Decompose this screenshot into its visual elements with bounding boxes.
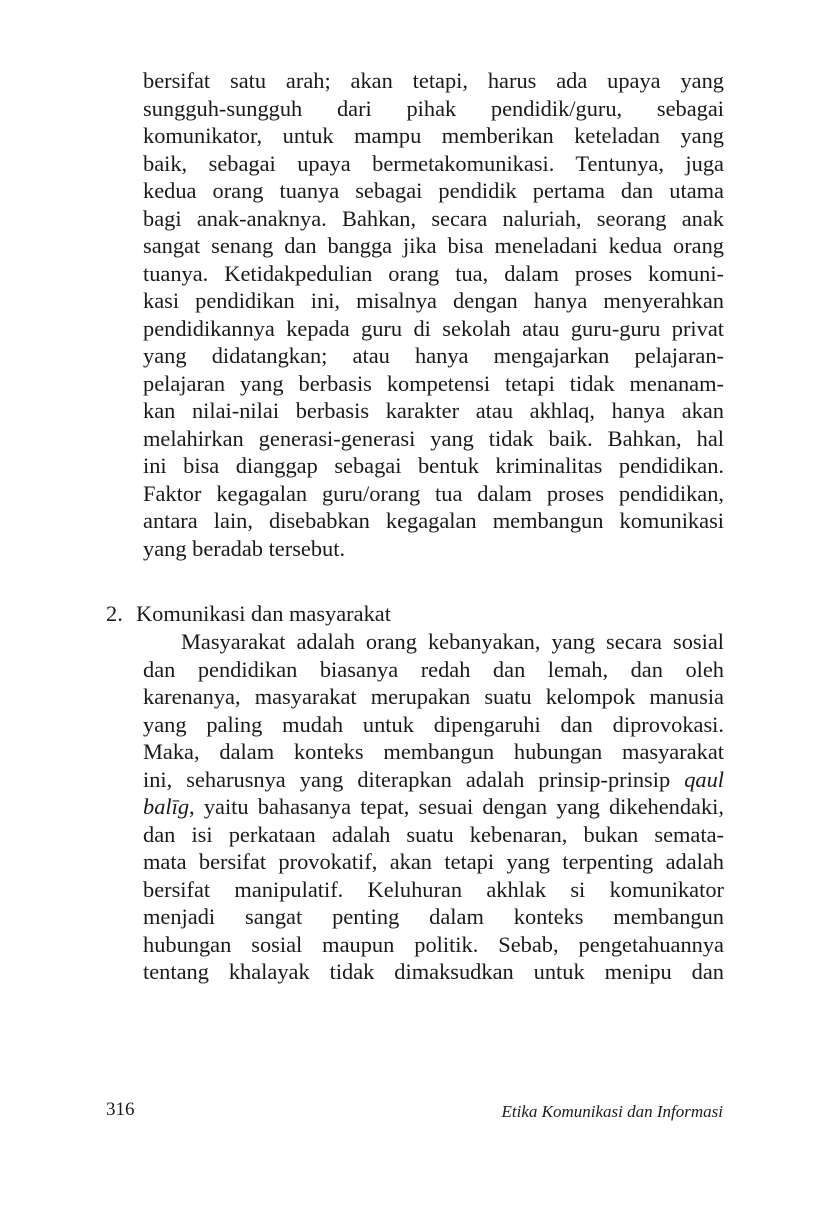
section-number: 2.	[106, 601, 123, 626]
text-line: sangat senang dan bangga jika bisa meneladani kedua orang	[143, 233, 724, 258]
text-line: Maka, dalam konteks membangun hubungan masyarakat	[143, 739, 724, 764]
text-line: menjadi sangat penting dalam konteks membangun	[143, 904, 724, 929]
text-line: Masyarakat adalah orang kebanyakan, yang secara sosial	[181, 629, 724, 654]
text-line: Faktor kegagalan guru/orang tua dalam proses pendidikan,	[143, 480, 724, 506]
text-segment: ini, seharusnya yang diterapkan adalah prinsip-prinsip	[143, 766, 671, 792]
text-line: kan nilai-nilai berbasis karakter atau akhlaq, hanya akan	[143, 398, 724, 423]
text-line: mata bersifat provokatif, akan tetapi yang terpenting adalah	[143, 849, 724, 874]
text-line: dan isi perkataan adalah suatu kebenaran, bukan semata-	[143, 821, 724, 847]
text-line: kasi pendidikan ini, misalnya dengan hanya menyerahkan	[143, 288, 724, 313]
section-title: Komunikasi dan masyarakat	[136, 601, 391, 626]
text-line: yang paling mudah untuk dipengaruhi dan diprovokasi.	[143, 711, 724, 737]
text-line	[143, 766, 724, 794]
text-line: antara lain, disebabkan kegagalan membangun komunikasi	[143, 508, 724, 533]
text-line: yang beradab tersebut.	[143, 535, 346, 561]
text-line: kedua orang tuanya sebagai pendidik pertama dan utama	[143, 178, 724, 203]
italic-term: qaul	[684, 766, 724, 792]
text-line: pendidikannya kepada guru di sekolah atau guru-guru privat	[143, 315, 724, 341]
text-line: bersifat manipulatif. Keluhuran akhlak si komunikator	[143, 876, 724, 902]
text-line: komunikator, untuk mampu memberikan keteladan yang	[143, 123, 724, 148]
text-segment: , yaitu bahasanya tepat, sesuai dengan yang dikehendaki,	[189, 794, 724, 819]
text-line: baik, sebagai upaya bermetakomunikasi. Tentunya, juga	[143, 150, 724, 176]
running-footer-title: Etika Komunikasi dan Informasi	[501, 1102, 723, 1121]
italic-term: balīg	[143, 794, 190, 819]
text-line: bagi anak-anaknya. Bahkan, secara naluriah, seorang anak	[143, 205, 724, 231]
text-line: bersifat satu arah; akan tetapi, harus ada upaya yang	[143, 68, 724, 93]
page-number: 316	[106, 1099, 135, 1120]
text-line: melahirkan generasi-generasi yang tidak baik. Bahkan, hal	[143, 425, 724, 451]
text-line: ini bisa dianggap sebagai bentuk kriminalitas pendidikan.	[143, 453, 724, 478]
section-heading	[106, 600, 391, 628]
text-line: tuanya. Ketidakpedulian orang tua, dalam proses komuni-	[143, 260, 724, 286]
text-line: tentang khalayak tidak dimaksudkan untuk menipu dan	[143, 959, 724, 984]
text-line	[143, 793, 724, 821]
text-line: yang didatangkan; atau hanya mengajarkan pelajaran-	[143, 343, 724, 368]
paragraph-continuation	[143, 67, 724, 562]
text-line: pelajaran yang berbasis kompetensi tetapi tidak menanam-	[143, 370, 724, 396]
text-line: karenanya, masyarakat merupakan suatu kelompok manusia	[143, 684, 724, 709]
text-line: sungguh-sungguh dari pihak pendidik/guru, sebagai	[143, 95, 724, 121]
text-line: dan pendidikan biasanya redah dan lemah, dan oleh	[143, 656, 724, 682]
section-paragraph	[143, 628, 724, 986]
text-line: hubungan sosial maupun politik. Sebab, pengetahuannya	[143, 931, 724, 957]
